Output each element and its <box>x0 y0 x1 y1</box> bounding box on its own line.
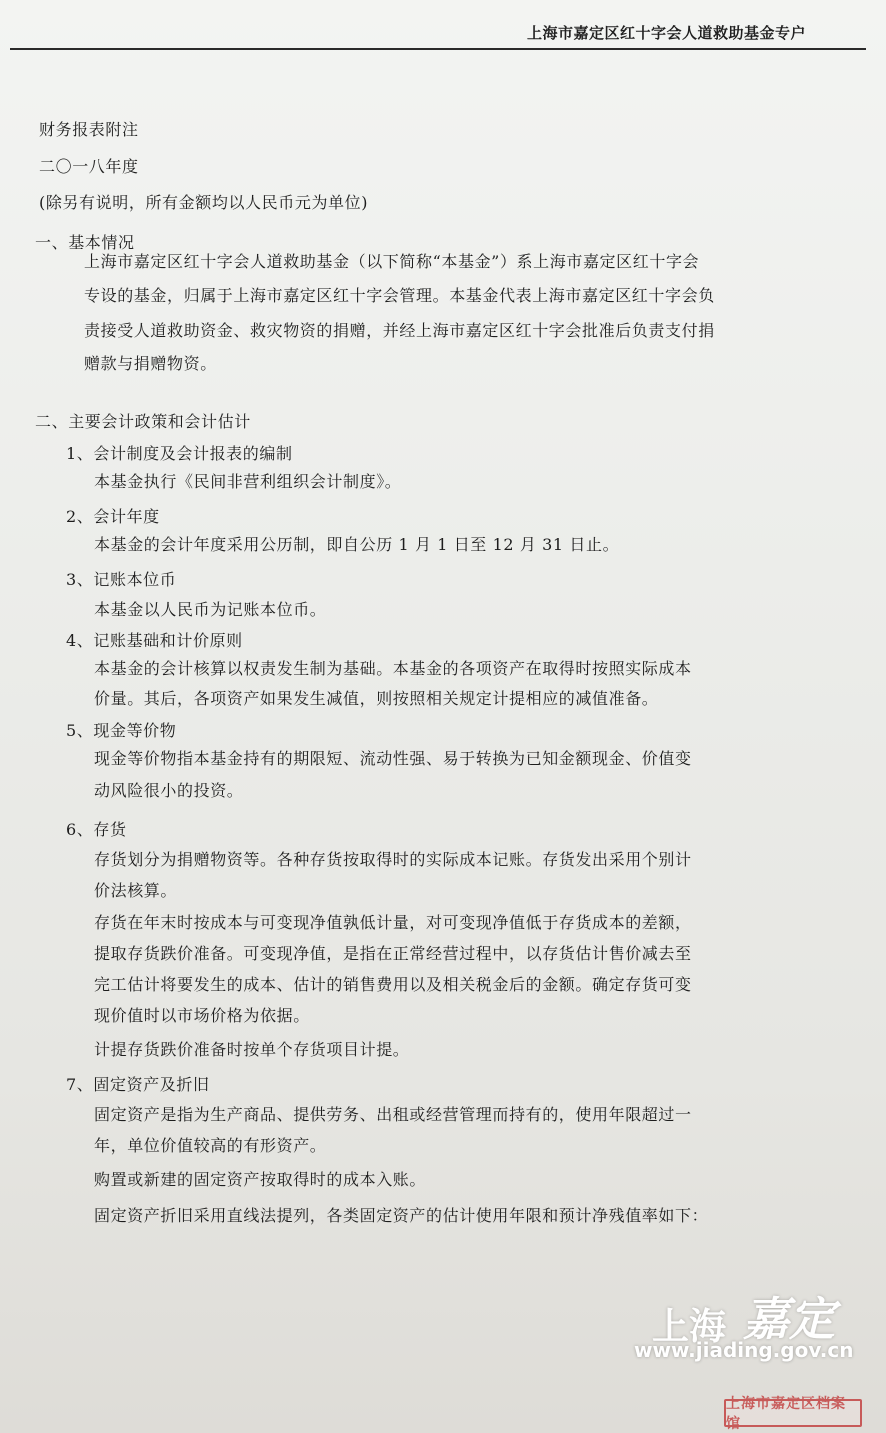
item-1-heading: 1、会计制度及会计报表的编制 <box>66 444 293 463</box>
paragraph-line: 上海市嘉定区红十字会人道救助基金（以下简称“本基金”）系上海市嘉定区红十字会 <box>84 252 700 271</box>
watermark-logo: 嘉定 <box>743 1292 835 1346</box>
header-title: 上海市嘉定区红十字会人道救助基金专户 <box>526 24 806 42</box>
item-3-heading: 3、记账本位币 <box>66 570 177 589</box>
doc-note: (除另有说明，所有金额均以人民币元为单位) <box>39 193 369 212</box>
watermark-text: 上海 <box>652 1305 726 1348</box>
paragraph-line: 现金等价物指本基金持有的期限短、流动性强、易于转换为已知金额现金、价值变 <box>94 749 692 768</box>
paragraph-line: 年，单位价值较高的有形资产。 <box>94 1136 327 1155</box>
paragraph-line: 价量。其后，各项资产如果发生减值，则按照相关规定计提相应的减值准备。 <box>94 689 659 708</box>
item-5-heading: 5、现金等价物 <box>66 721 177 740</box>
paragraph-line: 存货划分为捐赠物资等。各种存货按取得时的实际成本记账。存货发出采用个别计 <box>94 850 692 869</box>
paragraph-line: 动风险很小的投资。 <box>94 781 244 800</box>
paragraph-line: 本基金以人民币为记账本位币。 <box>94 600 327 619</box>
watermark-url: www.jiading.gov.cn <box>634 1338 854 1362</box>
paragraph-line: 专设的基金，归属于上海市嘉定区红十字会管理。本基金代表上海市嘉定区红十字会负 <box>84 286 715 305</box>
paragraph-line: 赠款与捐赠物资。 <box>84 354 217 373</box>
paragraph-line: 提取存货跌价准备。可变现净值，是指在正常经营过程中，以存货估计售价减去至 <box>94 944 692 963</box>
archive-stamp <box>724 1396 862 1432</box>
paragraph-line: 固定资产折旧采用直线法提列，各类固定资产的估计使用年限和预计净残值率如下： <box>94 1206 709 1225</box>
paragraph-line: 本基金的会计核算以权责发生制为基础。本基金的各项资产在取得时按照实际成本 <box>94 659 692 678</box>
item-6-heading: 6、存货 <box>66 820 127 839</box>
doc-title: 财务报表附注 <box>39 120 139 139</box>
paragraph-line: 价法核算。 <box>94 881 178 900</box>
paragraph-line: 本基金执行《民间非营利组织会计制度》。 <box>94 472 402 491</box>
doc-year: 二〇一八年度 <box>39 157 139 176</box>
item-7-heading: 7、固定资产及折旧 <box>66 1075 210 1094</box>
paragraph-line: 责接受人道救助资金、救灾物资的捐赠，并经上海市嘉定区红十字会批准后负责支付捐 <box>84 321 715 340</box>
item-2-heading: 2、会计年度 <box>66 507 160 526</box>
section-2-heading: 二、主要会计政策和会计估计 <box>35 412 251 431</box>
paragraph-line: 计提存货跌价准备时按单个存货项目计提。 <box>94 1040 410 1059</box>
paragraph-line: 完工估计将要发生的成本、估计的销售费用以及相关税金后的金额。确定存货可变 <box>94 975 692 994</box>
header-rule <box>10 48 866 50</box>
paragraph-line: 现价值时以市场价格为依据。 <box>94 1006 310 1025</box>
stamp-text: 上海市嘉定区档案馆 <box>726 1396 846 1432</box>
item-4-heading: 4、记账基础和计价原则 <box>66 631 243 650</box>
section-1-heading: 一、基本情况 <box>35 233 135 252</box>
paragraph-line: 存货在年末时按成本与可变现净值孰低计量，对可变现净值低于存货成本的差额， <box>94 913 692 932</box>
paragraph-line: 本基金的会计年度采用公历制，即自公历 1 月 1 日至 12 月 31 日止。 <box>94 535 620 554</box>
paragraph-line: 固定资产是指为生产商品、提供劳务、出租或经营管理而持有的，使用年限超过一 <box>94 1105 692 1124</box>
paragraph-line: 购置或新建的固定资产按取得时的成本入账。 <box>94 1170 427 1189</box>
